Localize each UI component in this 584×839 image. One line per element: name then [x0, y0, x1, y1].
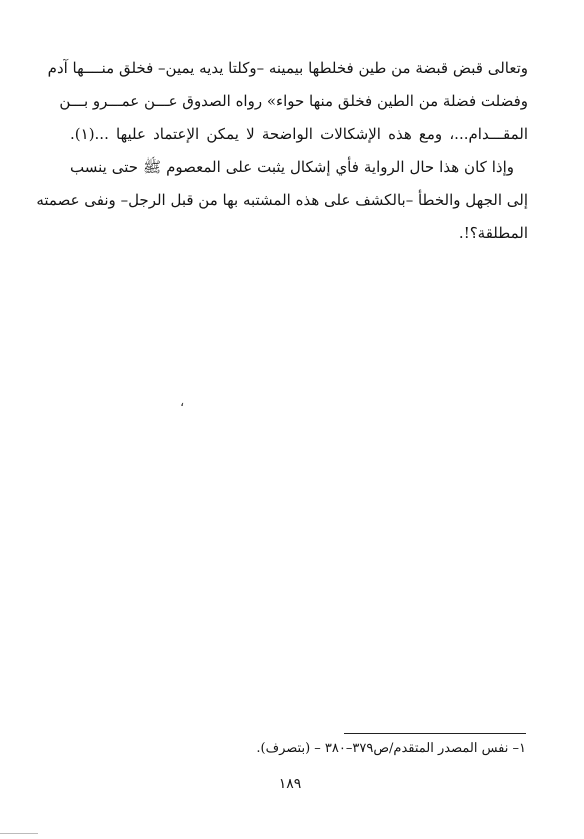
- main-text: [36, 52, 528, 250]
- text-line-5: إلى الجهل والخطأ –بالكشف على هذه المشتبه بها من قبل الرجل– ونفى عصمته: [36, 191, 528, 209]
- footnote: ١– نفس المصدر المتقدم/ص٣٧٩–٣٨٠ – (بتصرف).: [256, 741, 526, 756]
- text-line-1: وتعالى قبض قبضة من طين فخلطها بيمينه –وكلتا يديه يمين– فخلق منــــها آدم: [47, 59, 528, 77]
- page-number: ١٨٩: [278, 776, 302, 792]
- footnote-separator: [344, 733, 526, 734]
- stray-mark: ،: [180, 395, 185, 410]
- text-line-3: المقـــدام...، ومع هذه الإشكالات الواضحة لا يمكن الإعتماد عليها ...(١).: [70, 125, 528, 143]
- text-line-6: المطلقة؟!.: [458, 224, 528, 242]
- text-line-2: وفضلت فضلة من الطين فخلق منها حواء» رواه الصدوق عـــن عمـــرو بـــن: [59, 92, 528, 110]
- scan-edge-line: [0, 833, 38, 834]
- text-line-4: وإذا كان هذا حال الرواية فأي إشكال يثبت على المعصوم ﷺ حتى ينسب: [70, 158, 514, 176]
